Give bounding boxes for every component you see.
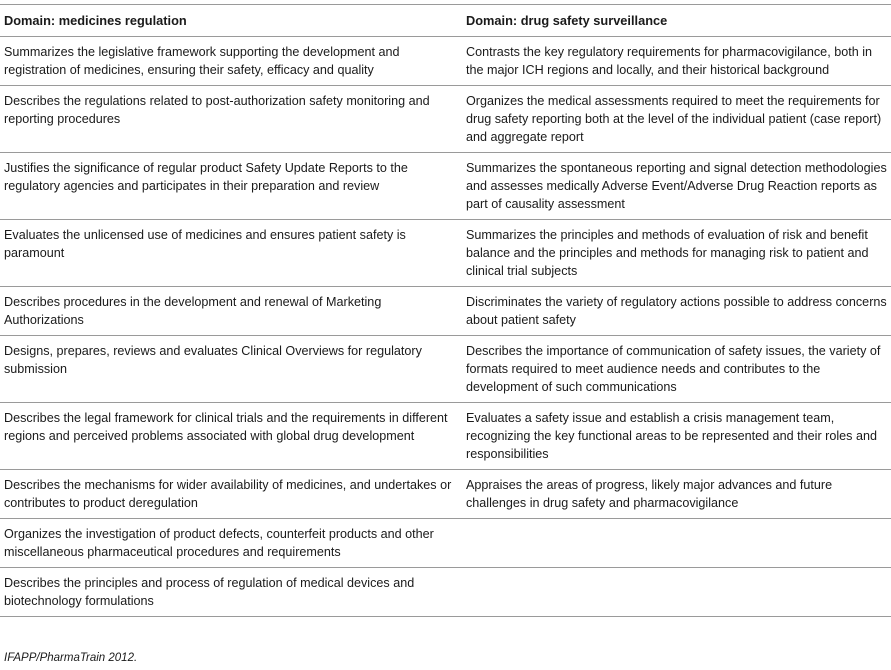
- cell-drug-safety: Evaluates a safety issue and establish a crisis management team, recognizing the key functional areas to be represented and their roles and responsibilities: [462, 403, 891, 470]
- cell-medicines-regulation: Describes the regulations related to post-authorization safety monitoring and reporting procedures: [0, 86, 462, 153]
- table-body: [0, 37, 891, 617]
- cell-medicines-regulation: Designs, prepares, reviews and evaluates Clinical Overviews for regulatory submission: [0, 336, 462, 403]
- table-row: [0, 403, 891, 470]
- table-row: [0, 470, 891, 519]
- cell-drug-safety-empty: [462, 519, 891, 568]
- cell-drug-safety: Summarizes the spontaneous reporting and signal detection methodologies and assesses medically Adverse Event/Adverse Drug Reaction reports as part of causality assessment: [462, 153, 891, 220]
- table-row: [0, 287, 891, 336]
- table-row: [0, 37, 891, 86]
- cell-medicines-regulation: Describes the mechanisms for wider availability of medicines, and undertakes or contributes to product deregulation: [0, 470, 462, 519]
- cell-medicines-regulation: Summarizes the legislative framework supporting the development and registration of medicines, ensuring their safety, efficacy and quality: [0, 37, 462, 86]
- table-row: [0, 220, 891, 287]
- header-row: [0, 5, 891, 37]
- table-row: [0, 86, 891, 153]
- header-drug-safety-surveillance: Domain: drug safety surveillance: [462, 5, 891, 37]
- cell-medicines-regulation: Describes the principles and process of regulation of medical devices and biotechnology formulations: [0, 568, 462, 617]
- cell-drug-safety: Discriminates the variety of regulatory actions possible to address concerns about patient safety: [462, 287, 891, 336]
- header-medicines-regulation: Domain: medicines regulation: [0, 5, 462, 37]
- cell-drug-safety-empty: [462, 568, 891, 617]
- domains-table: [0, 4, 891, 617]
- table-row: [0, 568, 891, 617]
- cell-medicines-regulation: Evaluates the unlicensed use of medicines and ensures patient safety is paramount: [0, 220, 462, 287]
- table-row: [0, 153, 891, 220]
- cell-drug-safety: Summarizes the principles and methods of evaluation of risk and benefit balance and the principles and methods for managing risk to patient and clinical trial subjects: [462, 220, 891, 287]
- cell-medicines-regulation: Justifies the significance of regular product Safety Update Reports to the regulatory agencies and participates in their preparation and review: [0, 153, 462, 220]
- cell-medicines-regulation: Organizes the investigation of product defects, counterfeit products and other miscellaneous pharmaceutical procedures and requirements: [0, 519, 462, 568]
- cell-drug-safety: Describes the importance of communication of safety issues, the variety of formats required to meet audience needs and contributes to the development of such communications: [462, 336, 891, 403]
- table-row: [0, 336, 891, 403]
- cell-drug-safety: Organizes the medical assessments required to meet the requirements for drug safety reporting both at the level of the individual patient (case report) and aggregate report: [462, 86, 891, 153]
- table-header: [0, 5, 891, 37]
- cell-medicines-regulation: Describes procedures in the development and renewal of Marketing Authorizations: [0, 287, 462, 336]
- table-row: [0, 519, 891, 568]
- table-footnote: IFAPP/PharmaTrain 2012.: [4, 652, 138, 664]
- cell-drug-safety: Appraises the areas of progress, likely major advances and future challenges in drug safety and pharmacovigilance: [462, 470, 891, 519]
- cell-drug-safety: Contrasts the key regulatory requirements for pharmacovigilance, both in the major ICH regions and locally, and their historical background: [462, 37, 891, 86]
- cell-medicines-regulation: Describes the legal framework for clinical trials and the requirements in different regions and perceived problems associated with global drug development: [0, 403, 462, 470]
